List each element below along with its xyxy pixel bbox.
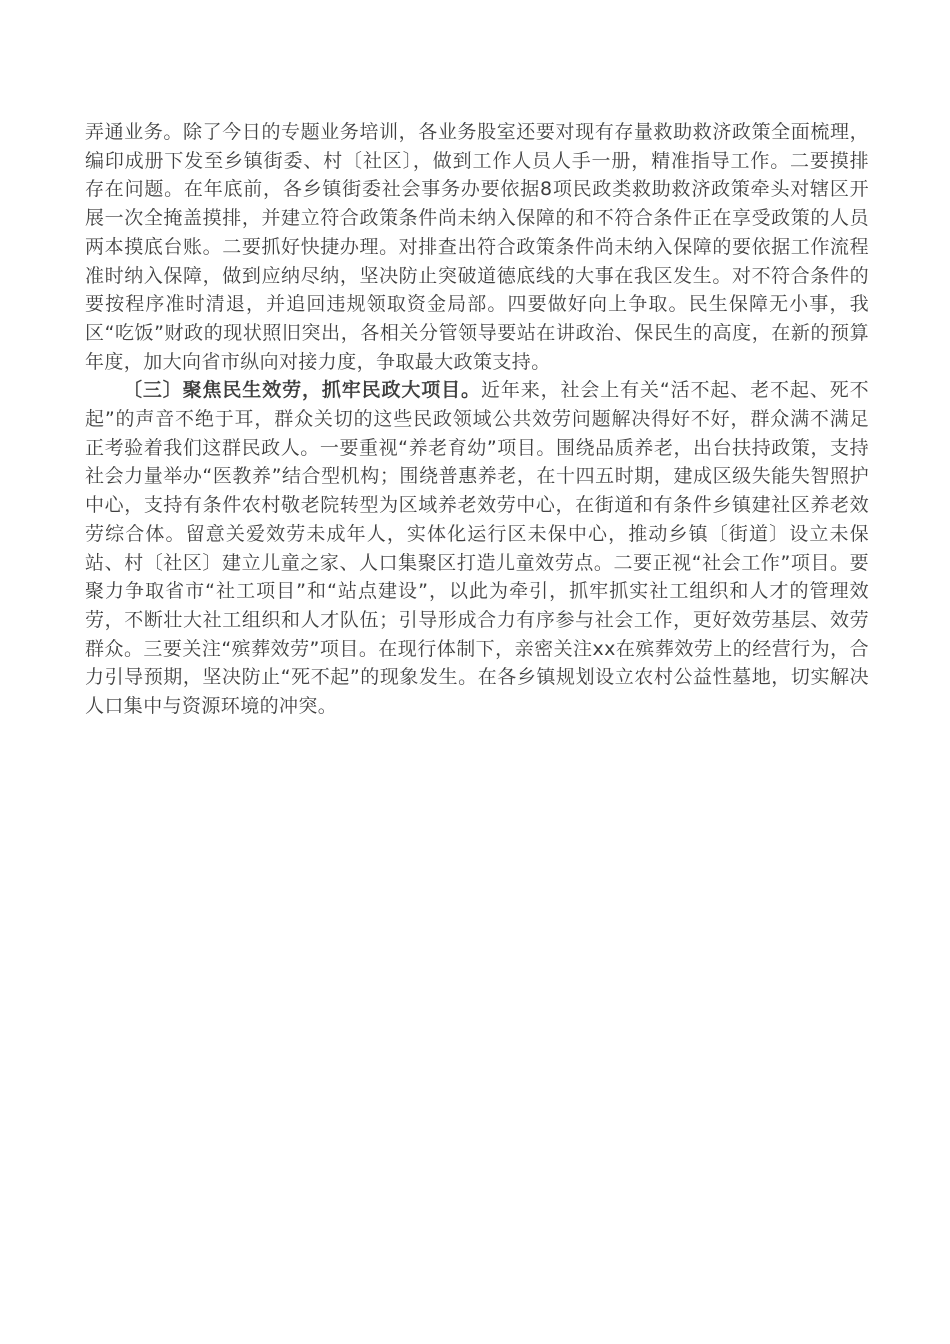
paragraph-run: 近年来，社会上有关“活不起、老不起、死不起”的声音不绝于耳，群众关切的这些民政领域公共效劳问题解决得好不好，群众满不满足正考验着我们这群民政人。一要重视“养老育幼”项目。围绕品质养老，出台扶持政策，支持社会力量举办“医教养”结合型机构；围绕普惠养老，在十四五时期，建成区级失能失智照护中心，支持有条件农村敬老院转型为区域养老效劳中心，在街道和有条件乡镇建社区养老效劳综合体。留意关爱效劳未成年人，实体化运行区未保中心，推动乡镇〔街道〕设立未保站、村〔社区〕建立儿童之家、人口集聚区打造儿童效劳点。二要正视“社会工作”项目。要聚力争取省市“社工项目”和“站点建设”，以此为牵引，抓牢抓实社工组织和人才的管理效劳，不断壮大社工组织和人才队伍；引导形成合力有序参与社会工作，更好效劳基层、效劳群众。三要关注“殡葬效劳”项目。在现行体制下，亲密关注xx在殡葬效劳上的经营行为，合力引导预期，坚决防止“死不起”的现象发生。在各乡镇规划设立农村公益性墓地，切实解决人口集中与资源环境的冲突。 bbox=[85, 379, 869, 718]
document-body bbox=[85, 118, 869, 721]
paragraph-run: 弄通业务。除了今日的专题业务培训，各业务股室还要对现有存量救助救济政策全面梳理，编印成册下发至乡镇街委、村〔社区〕，做到工作人员人手一册，精准指导工作。二要摸排存在问题。在年底前，各乡镇街委社会事务办要依据8项民政类救助救济政策牵头对辖区开展一次全掩盖摸排，并建立符合政策条件尚未纳入保障的和不符合条件正在享受政策的人员两本摸底台账。二要抓好快捷办理。对排查出符合政策条件尚未纳入保障的要依据工作流程准时纳入保障，做到应纳尽纳，坚决防止突破道德底线的大事在我区发生。对不符合条件的要按程序准时清退，并追回违规领取资金局部。四要做好向上争取。民生保障无小事，我区“吃饭”财政的现状照旧突出，各相关分管领导要站在讲政治、保民生的高度，在新的预算年度，加大向省市纵向对接力度，争取最大政策支持。 bbox=[85, 121, 869, 373]
paragraph-continuation bbox=[85, 118, 869, 376]
paragraph-run-bold: 〔三〕聚焦民生效劳，抓牢民政大项目。 bbox=[123, 379, 481, 402]
paragraph-section-three bbox=[85, 376, 869, 720]
